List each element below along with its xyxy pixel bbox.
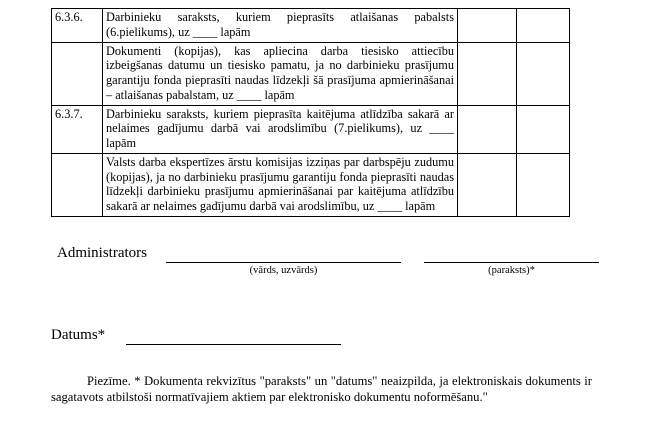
row-mark-cell-a[interactable] [458, 105, 517, 153]
date-line[interactable] [126, 344, 341, 345]
row-number-cell: 6.3.6. [52, 9, 103, 43]
date-row [0, 327, 645, 353]
row-mark-cell-a[interactable] [458, 9, 517, 43]
row-mark-cell-a[interactable] [458, 153, 517, 216]
table-body [52, 9, 570, 217]
row-mark-cell-b[interactable] [517, 9, 570, 43]
table-row [52, 153, 570, 216]
administrator-label: Administrators [57, 244, 147, 261]
requirements-table [51, 8, 570, 217]
row-mark-cell-b[interactable] [517, 153, 570, 216]
document-page [0, 8, 645, 446]
row-description-cell: Dokumenti (kopijas), kas apliecina darba tiesisko attiecību izbeigšanas datumu un tiesisko pamatu, ja no darbinieku prasījumu garantiju fonda pieprasīti naudas līdzekļi šā prasījuma apmierināšanai – atlaišanas pabalstam, uz ____ lapām [103, 42, 458, 105]
name-caption: (vārds, uzvārds) [249, 264, 318, 276]
row-description-cell: Darbinieku saraksts, kuriem pieprasīts atlaišanas pabalsts (6.pielikums), uz ____ lapām [103, 9, 458, 43]
signature-row [0, 244, 645, 276]
footnote: Piezīme. * Dokumenta rekvizītus "paraksts" un "datums" neaizpilda, ja elektroniskais dokuments ir sagatavots atbilstoši normatīvajiem aktiem par elektronisko dokumentu noformēšanu." [51, 373, 592, 405]
signature-caption: (paraksts)* [488, 264, 535, 276]
row-description-cell: Darbinieku saraksts, kuriem pieprasīta kaitējuma atlīdzība sakarā ar nelaimes gadījumu darbā vai arodslimību (7.pielikums), uz ____ lapām [103, 105, 458, 153]
name-signature-line[interactable] [166, 262, 401, 263]
date-label: Datums* [51, 326, 106, 343]
row-number-cell [52, 42, 103, 105]
row-mark-cell-b[interactable] [517, 42, 570, 105]
row-description-cell: Valsts darba ekspertīzes ārstu komisijas izziņas par darbspēju zudumu (kopijas), ja no darbinieku prasījumu garantiju fonda pieprasīti naudas līdzekļi darbinieku prasījumu apmierināšanai par kaitējuma atlīdzību sakarā ar nelaimes gadījumu darbā vai arodslimību, uz ____ lapām [103, 153, 458, 216]
row-number-cell: 6.3.7. [52, 105, 103, 153]
table-row [52, 42, 570, 105]
signature-block [0, 245, 645, 305]
row-mark-cell-a[interactable] [458, 42, 517, 105]
signature-line[interactable] [424, 262, 599, 263]
table-row [52, 9, 570, 43]
row-number-cell [52, 153, 103, 216]
row-mark-cell-b[interactable] [517, 105, 570, 153]
table-row [52, 105, 570, 153]
